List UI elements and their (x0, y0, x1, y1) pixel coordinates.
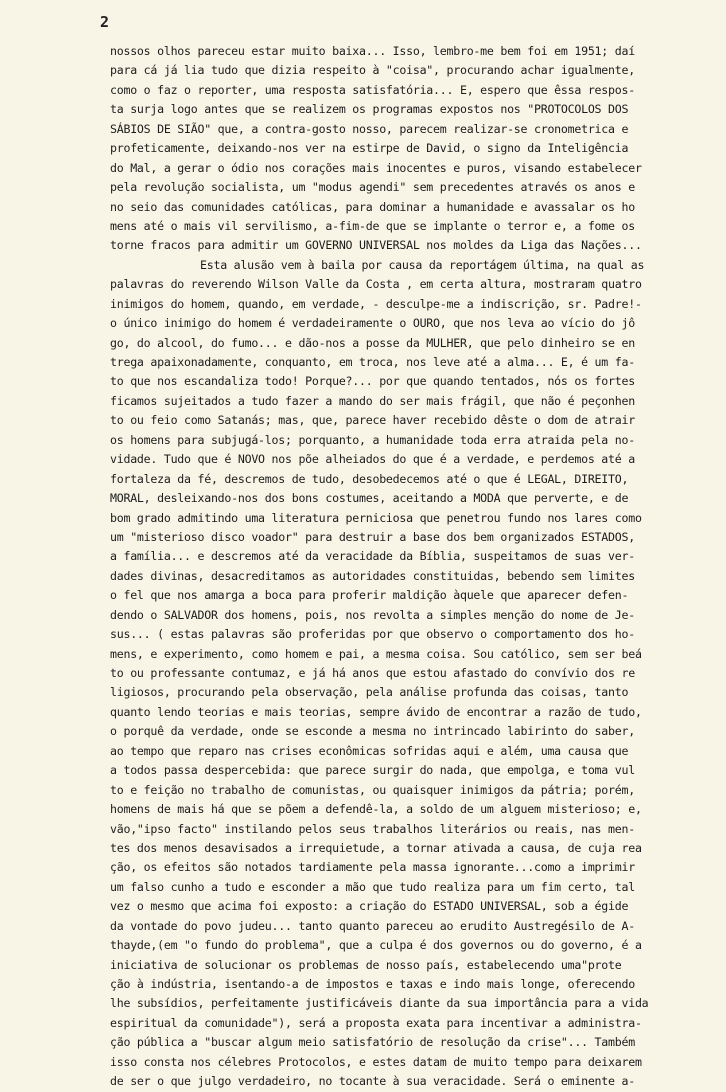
text-line: to que nos escandaliza todo! Porque?... por que quando tentados, nós os fortes (110, 374, 635, 389)
text-line: como o faz o reporter, uma resposta satisfatória... E, espero que êssa respos- (110, 82, 635, 97)
text-line: MORAL, desleixando-nos dos bons costumes, aceitando a MODA que perverte, e de (110, 491, 629, 506)
text-line: to ou professante contumaz, e já há anos que estou afastado do convívio dos re (110, 666, 635, 680)
text-line: sus... ( estas palavras são proferidas por que observo o comportamento dos ho- (110, 627, 635, 642)
text-line: ção, os efeitos são notados tardiamente pela massa ignorante...como a imprimir (110, 860, 635, 875)
text-line: iniciativa de solucionar os problemas de nosso país, estabelecendo uma"prote (110, 957, 622, 972)
text-line: para cá já lia tudo que dizia respeito à "coisa", procurando achar igualmente, (110, 63, 635, 78)
text-line: palavras do reverendo Wilson Valle da Costa , em certa altura, mostraram quatro (110, 277, 642, 292)
text-line: um "misterioso disco voador" para destruir a base dos bem organizados ESTADOS, (110, 529, 635, 544)
text-line: os homens para subjugá-los; porquanto, a humanidade toda erra atraida pela no- (110, 432, 635, 447)
paragraph-start-line: Esta alusão vem à baila por causa da reportágem última, na qual as (200, 257, 645, 272)
text-line: lhe subsídios, perfeitamente justificáveis diante da sua importância para a vida (110, 996, 649, 1011)
text-line: inimigos do homem, quando, em verdade, - desculpe-me a indiscrição, sr. Padre!- (110, 296, 642, 311)
text-line: dades divinas, desacreditamos as autoridades constituidas, bebendo sem limites (110, 568, 635, 583)
text-line: da vontade do povo judeu... tanto quanto pareceu ao erudito Austregésilo de A- (110, 918, 635, 933)
text-line: ficamos sujeitados a tudo fazer a mando do ser mais frágil, que não é peçonhen (110, 393, 635, 408)
page-number: 2 (100, 13, 110, 31)
text-line: ao tempo que reparo nas crises econômicas sofridas aqui e além, uma causa que (110, 743, 629, 758)
text-line: o único inimigo do homem é verdadeiramente o OURO, que nos leva ao vício do jô (110, 316, 635, 331)
text-line: ção pública a "buscar algum meio satisfatório de resolução da crise"... Também (110, 1035, 635, 1050)
text-line: espiritual da comunidade"), será a proposta exata para incentivar a administra- (110, 1015, 642, 1030)
text-line: isso consta nos célebres Protocolos, e estes datam de muito tempo para deixarem (110, 1054, 642, 1069)
typewritten-body (110, 42, 712, 1092)
text-line: homens de mais há que se põem a defendê-la, a soldo de um alguem misterioso; e, (110, 802, 642, 817)
text-line: o fel que nos amarga a boca para proferir maldição àquele que aparecer defen- (110, 588, 629, 603)
text-line: vidade. Tudo que é NOVO nos põe alheiados do que é a verdade, e perdemos até a (110, 452, 635, 467)
text-line: de ser o que julgo verdadeiro, no tocante à sua veracidade. Será o eminente a- (110, 1074, 635, 1089)
text-line: nossos olhos pareceu estar muito baixa... Isso, lembro-me bem foi em 1951; daí (110, 44, 635, 58)
text-line: profeticamente, deixando-nos ver na estirpe de David, o signo da Inteligência (110, 141, 629, 156)
text-line: vez o mesmo que acima foi exposto: a criação do ESTADO UNIVERSAL, sob a égide (110, 899, 629, 914)
text-line: fortaleza da fé, descremos de tudo, desobedecemos até o que é LEGAL, DIREITO, (110, 471, 629, 486)
text-line: um falso cunho a tudo e esconder a mão que tudo realiza para um fim certo, tal (110, 879, 635, 894)
text-line: trega apaixonadamente, conquanto, em troca, nos leve até a alma... E, é um fa- (110, 355, 635, 369)
text-line: mens, e experimento, como homem e pai, a mesma coisa. Sou católico, sem ser beá (110, 646, 642, 661)
text-line: vão,"ipso facto" instilando pelos seus trabalhos literários ou reais, nas men- (110, 821, 635, 836)
text-line: tes dos menos desavisados a irrequietude, a tornar ativada a causa, de cuja rea (110, 840, 642, 855)
text-line: a todos passa despercebida: que parece surgir do nada, que empolga, e toma vul (110, 763, 635, 778)
text-line: to e feição no trabalho de comunistas, ou quaisquer inimigos da pátria; porém, (110, 782, 635, 797)
text-line: bom grado admitindo uma literatura perniciosa que penetrou fundo nos lares como (110, 510, 642, 525)
text-line: o porquê da verdade, onde se esconde a mesma no intrincado labirinto do saber, (110, 724, 635, 739)
text-line: torne fracos para admitir um GOVERNO UNIVERSAL nos moldes da Liga das Nações... (110, 238, 642, 253)
text-line: ligiosos, procurando pela observação, pela análise profunda das coisas, tanto (110, 685, 629, 700)
text-line: ta surja logo antes que se realizem os programas expostos nos "PROTOCOLOS DOS (110, 102, 629, 117)
text-line: thayde,(em "o fundo do problema", que a culpa é dos governos ou do governo, é a (110, 938, 642, 953)
text-line: no seio das comunidades católicas, para dominar a humanidade e avassalar os ho (110, 199, 635, 214)
text-line: quanto lendo teorias e mais teorias, sempre ávido de encontrar a razão de tudo, (110, 704, 642, 719)
text-line: mens até o mais vil servilismo, a-fim-de que se implante o terror e, a fome os (110, 218, 635, 233)
text-line: a família... e descremos até da veracidade da Bíblia, suspeitamos de suas ver- (110, 549, 635, 564)
text-line: ção à indústria, isentando-a de impostos e taxas e indo mais longe, oferecendo (110, 977, 635, 991)
text-line: pela revolução socialista, um "modus agendi" sem precedentes através os anos e (110, 180, 635, 195)
text-line: go, do alcool, do fumo... e dão-nos a posse da MULHER, que pelo dinheiro se en (110, 335, 635, 350)
text-line: to ou feio como Satanás; mas, que, parece haver recebido dêste o dom de atrair (110, 413, 635, 428)
text-line: SÁBIOS DE SIÃO" que, a contra-gosto nosso, parecem realizar-se cronometrica e (110, 121, 629, 136)
text-line: do Mal, a gerar o ódio nos corações mais inocentes e puros, visando estabelecer (110, 160, 642, 175)
text-line: dendo o SALVADOR dos homens, pois, nos revolta a simples menção do nome de Je- (110, 607, 635, 622)
